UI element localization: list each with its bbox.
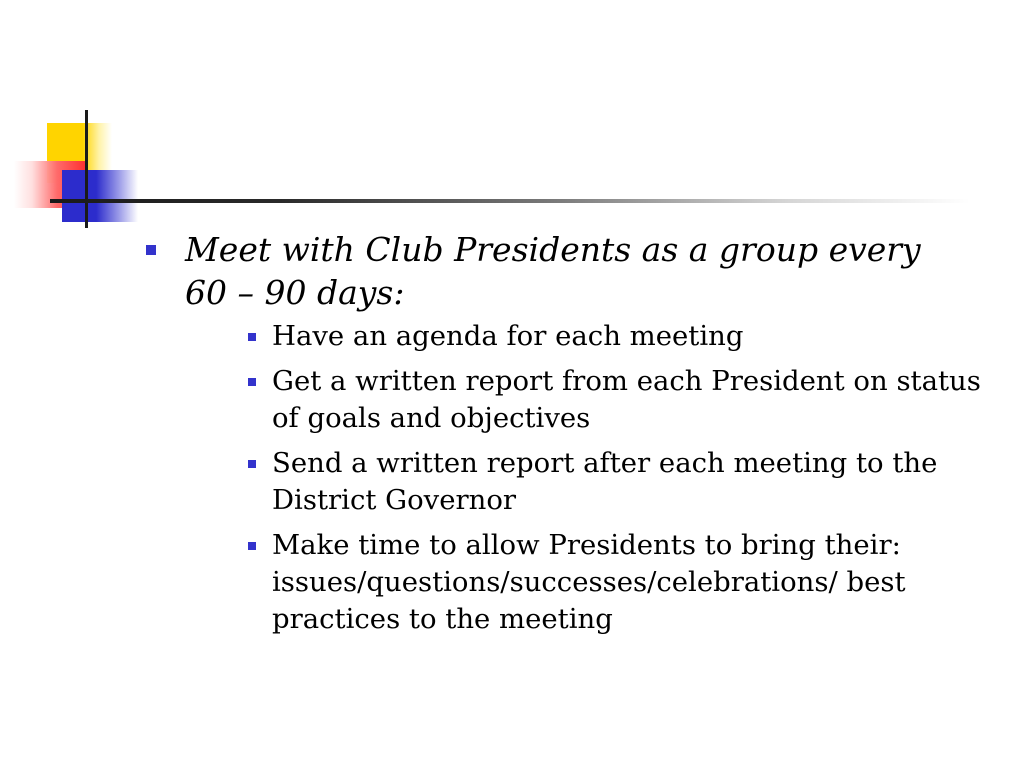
sub-bullet-text: Make time to allow Presidents to bring their: issues/questions/successes/celebrations/ best practices to the meeting	[272, 529, 906, 635]
horizontal-rule-decoration	[50, 199, 970, 203]
vertical-line-decoration	[85, 110, 88, 228]
sub-bullet	[272, 363, 1002, 437]
main-bullet-text: Meet with Club Presidents as a group every 60 – 90 days:	[185, 230, 921, 312]
sub-bullet-text: Have an agenda for each meeting	[272, 320, 744, 352]
sub-bullet	[272, 527, 1002, 638]
bullet-square-icon	[248, 460, 256, 468]
sub-bullet-text: Get a written report from each President on status of goals and objectives	[272, 365, 981, 434]
sub-bullet-list	[140, 318, 1010, 638]
main-bullet	[140, 228, 925, 314]
sub-bullet-text: Send a written report after each meeting to the District Governor	[272, 447, 938, 516]
slide-body	[140, 228, 1010, 646]
bullet-square-icon	[248, 333, 256, 341]
bullet-square-icon	[248, 542, 256, 550]
blue-block-decoration	[62, 170, 138, 222]
sub-bullet	[272, 445, 1002, 519]
sub-bullet	[272, 318, 1002, 355]
bullet-square-icon	[146, 245, 156, 255]
bullet-square-icon	[248, 378, 256, 386]
